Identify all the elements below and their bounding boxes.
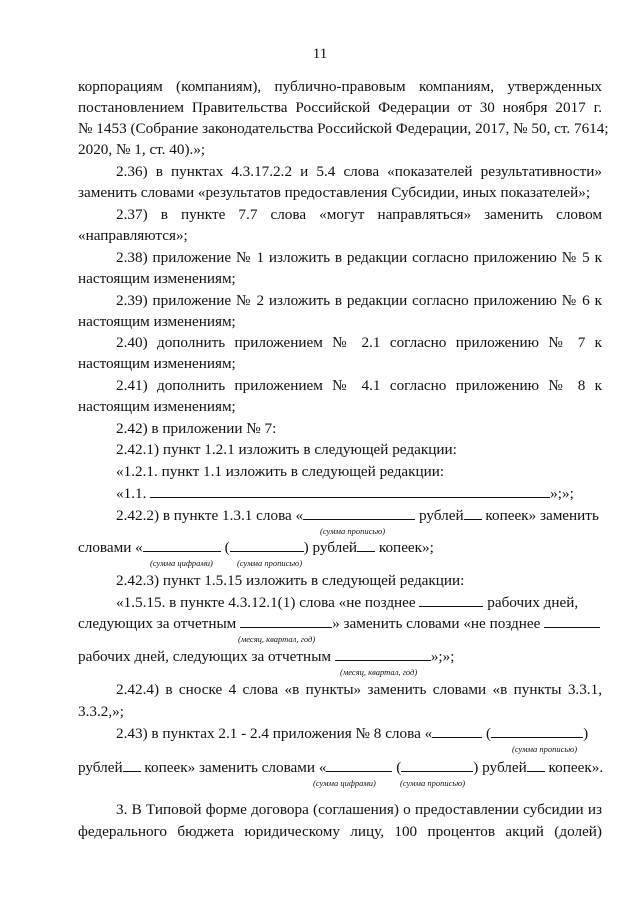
line-text: рабочих дней, следующих за отчетным	[78, 648, 332, 665]
text-line: постановлением Правительства Российской Федерации от 30 ноября 2017 г.	[78, 99, 602, 116]
line-text: ) рублей	[473, 759, 527, 776]
text-line: 2020, № 1, ст. 40).»;	[78, 141, 206, 158]
caption-period: (месяц, квартал, год)	[238, 634, 316, 644]
line-text: »;»;	[550, 485, 574, 502]
blank-line	[303, 507, 415, 520]
blank-line	[527, 759, 545, 772]
blank-line	[335, 648, 431, 661]
item-2-42-3: 2.42.3) пункт 1.5.15 изложить в следующей редакции:	[116, 572, 465, 589]
caption-sum-words: (сумма прописью)	[320, 526, 386, 536]
blank-line	[326, 759, 392, 772]
line-text: » заменить словами «не позднее	[332, 615, 541, 632]
item-2-40: 2.40) дополнить приложением № 2.1 согласно приложению № 7 к	[116, 334, 602, 351]
text-line: № 1453 (Собрание законодательства Российской Федерации, 2017, № 50, ст. 7614;	[78, 120, 609, 137]
blank-line	[419, 594, 483, 607]
text-line: «направляются»;	[78, 227, 188, 244]
line-text: (	[396, 759, 402, 776]
text-line: настоящим изменениям;	[78, 398, 236, 415]
line-text: рабочих дней,	[487, 594, 579, 611]
item-2-37: 2.37) в пункте 7.7 слова «могут направляться» заменить словом	[116, 206, 602, 223]
text-line: корпорациям (компаниям), публично-правовым компаниям, утвержденных	[78, 78, 602, 95]
item-2-39: 2.39) приложение № 2 изложить в редакции согласно приложению № 6 к	[116, 292, 602, 309]
text-line: заменить словами «результатов предоставления Субсидии, иных показателей»;	[78, 184, 591, 201]
text-line-blank	[78, 648, 602, 666]
section-3: 3. В Типовой форме договора (соглашения) о предоставлении субсидии из	[116, 801, 602, 818]
blank-line	[357, 539, 375, 552]
text-line-blank	[116, 485, 602, 503]
caption-sum-words: (сумма прописью)	[400, 778, 466, 788]
line-text: словами «	[78, 539, 143, 556]
item-2-43	[116, 725, 602, 743]
line-text: 2.42.2) в пункте 1.3.1 слова «	[116, 507, 304, 524]
line-text: рублей	[418, 507, 464, 524]
item-2-42: 2.42) в приложении № 7:	[116, 420, 277, 437]
caption-period: (месяц, квартал, год)	[340, 667, 418, 677]
caption-sum-words: (сумма прописью)	[237, 558, 303, 568]
line-text: копеек».	[548, 759, 604, 776]
caption-sum-digits: (сумма цифрами)	[313, 778, 376, 788]
blank-line	[464, 507, 482, 520]
item-2-42-4: 2.42.4) в сноске 4 слова «в пункты» заменить словами «в пункты 3.3.1,	[116, 681, 602, 698]
text-line-blank	[78, 615, 602, 633]
line-text: копеек» заменить	[485, 507, 599, 524]
text-line: 3.3.2,»;	[78, 703, 124, 720]
blank-line	[123, 759, 141, 772]
blank-line	[240, 615, 332, 628]
blank-line	[230, 539, 304, 552]
text-line: настоящим изменениям;	[78, 270, 236, 287]
line-text: рублей	[78, 759, 123, 776]
blank-line	[544, 615, 600, 628]
caption-sum-digits: (сумма цифрами)	[150, 558, 213, 568]
text-line: настоящим изменениям;	[78, 313, 236, 330]
text-line-blank	[78, 759, 602, 777]
text-line: федерального бюджета юридическому лицу, 100 процентов акций (долей)	[78, 823, 602, 840]
line-text: ) рублей	[303, 539, 358, 556]
line-text: следующих за отчетным	[78, 615, 237, 632]
line-text: )	[583, 725, 589, 742]
line-text: «1.5.15. в пункте 4.3.12.1(1) слова «не позднее	[116, 594, 416, 611]
line-text: «1.1.	[116, 485, 147, 502]
text-line: «1.2.1. пункт 1.1 изложить в следующей редакции:	[116, 463, 445, 480]
text-line-blank	[78, 539, 602, 557]
item-2-41: 2.41) дополнить приложением № 4.1 согласно приложению № 8 к	[116, 377, 602, 394]
blank-line	[143, 539, 221, 552]
line-text: »;»;	[430, 648, 455, 665]
blank-line	[432, 725, 482, 738]
line-text: (	[224, 539, 230, 556]
line-text: (	[486, 725, 492, 742]
blank-line	[150, 485, 550, 498]
caption-sum-words: (сумма прописью)	[512, 744, 578, 754]
item-2-42-2	[116, 507, 602, 525]
page-number: 11	[312, 46, 328, 62]
item-2-42-1: 2.42.1) пункт 1.2.1 изложить в следующей редакции:	[116, 441, 457, 458]
line-text: 2.43) в пунктах 2.1 - 2.4 приложения № 8 слова «	[116, 725, 433, 742]
line-text: копеек» заменить словами «	[144, 759, 327, 776]
item-2-36: 2.36) в пунктах 4.3.17.2.2 и 5.4 слова «показателей результативности»	[116, 163, 602, 180]
item-2-38: 2.38) приложение № 1 изложить в редакции согласно приложению № 5 к	[116, 249, 602, 266]
blank-line	[401, 759, 473, 772]
blank-line	[491, 725, 583, 738]
text-line-blank	[116, 594, 602, 612]
line-text: копеек»;	[378, 539, 434, 556]
text-line: настоящим изменениям;	[78, 355, 236, 372]
